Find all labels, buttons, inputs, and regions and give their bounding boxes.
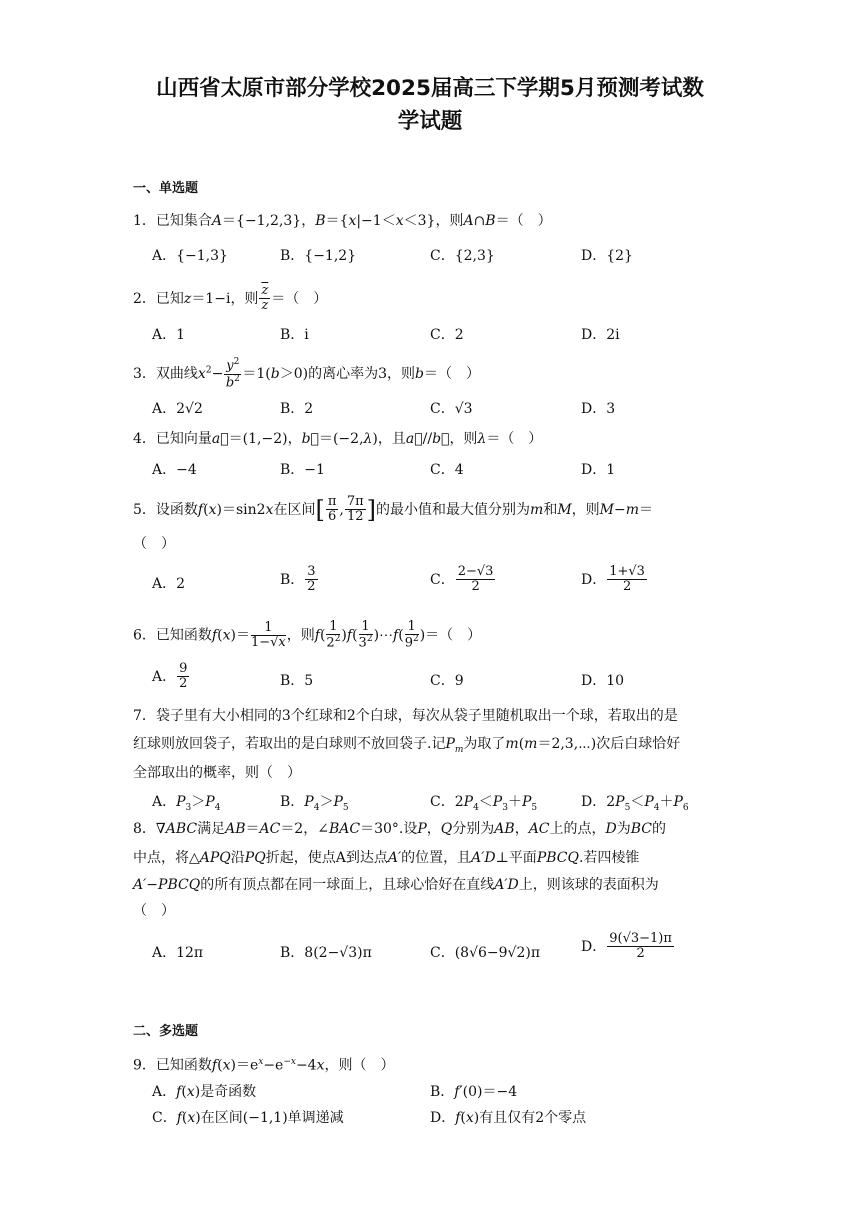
q4-option-c[interactable]: C．4 [430,462,464,478]
q3-option-d[interactable]: D．3 [581,401,616,417]
q6-option-a[interactable]: A． $\frac{9}{2}$ [152,661,188,692]
section-heading-single-choice: 一、单选题 [133,181,199,196]
question-3: 3．双曲线$x^2-$ $\frac{y^2}{b^2}$ ＝1(b＞0)的离心率为3，则b＝（ ） [133,357,480,390]
question-7-line-2: 红球则放回袋子，若取出的是白球则不放回袋子.记$P_m$为取了m(m＝2,3,⋯)次后白球恰好 [133,736,681,755]
section-heading-multiple-choice: 二、多选题 [133,1024,199,1039]
q1-option-a[interactable]: A．{−1,3} [152,248,228,264]
question-4: 4．已知向量a⃗＝(1,−2)，b⃗＝(−2,λ)，且a⃗//b⃗，则λ＝（ ） [133,431,543,447]
q5-option-d[interactable]: D． $\frac{1+√3}{2}$ [581,564,645,595]
q8-option-d[interactable]: D． $\frac{9(√3-1)\pi}{2}$ [581,931,672,962]
question-6: 6．已知函数f(x)＝ $\frac{1}{1-√x}$ ，则f( $\frac{1}{2^2}$ )f( $\frac{1}{3^2}$ )⋯f( $\frac{1}{9^2}$ )＝（ ） [133,619,482,651]
q4-option-b[interactable]: B．−1 [280,462,325,478]
q7-option-a[interactable]: A．$P_3>P_4$ [152,794,221,813]
q4-option-d[interactable]: D．1 [581,462,616,478]
question-1: 1．已知集合A＝{−1,2,3}，B＝{x|−1＜x＜3}，则A∩B＝（ ） [133,213,552,229]
q9-option-c[interactable]: C．f(x)在区间(−1,1)单调递减 [152,1110,344,1126]
q5-paren: （ ） [133,536,175,552]
q6-option-b[interactable]: B．5 [280,673,314,689]
q9-option-a[interactable]: A．f(x)是奇函数 [152,1084,257,1100]
q7-option-c[interactable]: C．$2P_4<P_3+P_5$ [430,794,538,813]
q4-option-a[interactable]: A．−4 [152,462,197,478]
fraction: $\frac{y^2}{b^2}$ [225,357,240,390]
q3-option-c[interactable]: C．√3 [430,401,473,417]
q7-option-d[interactable]: D．$2P_5<P_4+P_6$ [581,794,689,813]
q5-option-c[interactable]: C． $\frac{2-√3}{2}$ [430,564,494,595]
q5-option-b[interactable]: B． $\frac{3}{2}$ [280,564,316,595]
question-7-line-3: 全部取出的概率，则（ ） [133,765,301,781]
question-8-line-2: 中点，将△APQ沿PQ折起，使点A到达点A′的位置，且A′D⊥平面PBCQ.若四棱锥 [133,850,640,866]
q2-option-c[interactable]: C．2 [430,327,464,343]
q8-paren: （ ） [133,903,175,919]
fraction: $\frac{\overline{z}}{z}$ [261,283,269,314]
question-5: 5．设函数f(x)＝sin2x在区间[ $\frac{\pi}{6}$ , $\frac{7\pi}{12}$ ]的最小值和最大值分别为m和M，则M−m＝ [133,494,654,525]
q1-option-b[interactable]: B．{−1,2} [280,248,357,264]
q2-option-b[interactable]: B．i [280,327,309,343]
question-8-line-3: A′−PBCQ的所有顶点都在同一球面上，且球心恰好在直线A′D上，则该球的表面积为 [133,877,659,893]
question-8-line-1: 8．∇ABC满足AB＝AC＝2，∠BAC＝30°.设P，Q分别为AB，AC上的点，D为BC的 [133,821,667,837]
q2-option-d[interactable]: D．2i [581,327,620,343]
q9-option-d[interactable]: D．f(x)有且仅有2个零点 [430,1110,587,1126]
page-title: 山西省太原市部分学校2025届高三下学期5月预测考试数 学试题 [156,76,704,134]
q3-option-a[interactable]: A．2√2 [152,401,203,417]
q9-option-b[interactable]: B．f′(0)＝−4 [430,1084,518,1100]
q6-option-c[interactable]: C．9 [430,673,464,689]
q1-option-c[interactable]: C．{2,3} [430,248,495,264]
question-9: 9．已知函数$f(x)=e^x-e^{-x}-4x$，则（ ） [133,1057,395,1074]
q2-option-a[interactable]: A．1 [152,327,186,343]
question-2: 2．已知z＝1−i，则 $\frac{\overline{z}}{z}$ ＝（ ） [133,283,328,314]
q7-option-b[interactable]: B．$P_4>P_5$ [280,794,349,813]
q8-option-c[interactable]: C．(8√6−9√2)π [430,945,541,961]
question-7-line-1: 7．袋子里有大小相同的3个红球和2个白球，每次从袋子里随机取出一个球，若取出的是 [133,708,678,724]
q1-option-d[interactable]: D．{2} [581,248,633,264]
q8-option-b[interactable]: B．8(2−√3)π [280,945,372,961]
q5-option-a[interactable]: A．2 [152,576,186,592]
q3-option-b[interactable]: B．2 [280,401,314,417]
q8-option-a[interactable]: A．12π [152,945,204,961]
q6-option-d[interactable]: D．10 [581,673,625,689]
